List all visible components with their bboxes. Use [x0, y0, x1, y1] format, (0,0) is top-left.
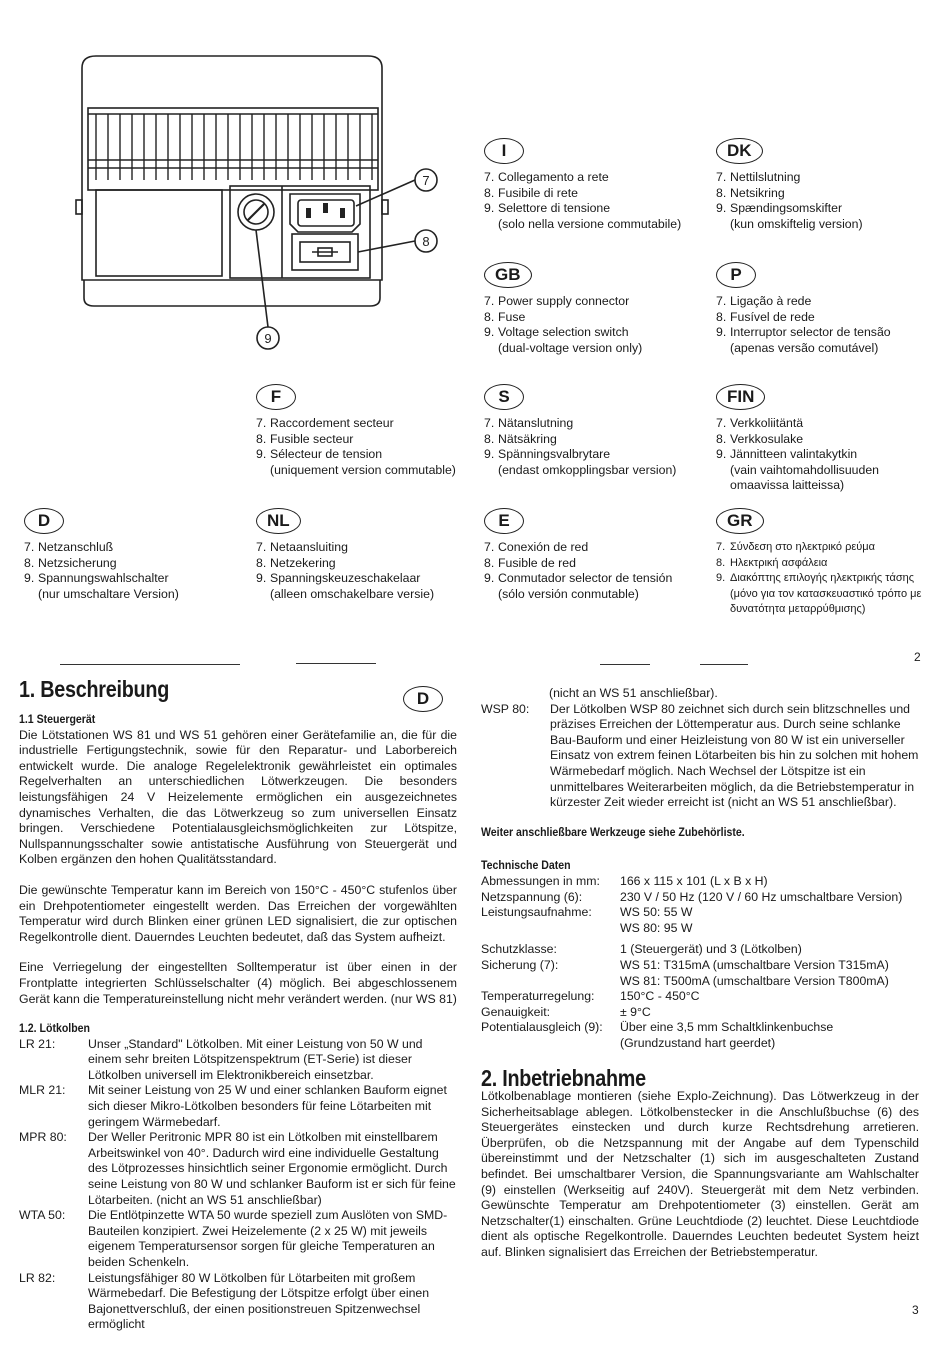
legend-item: Spannungswahlschalter [38, 571, 169, 586]
legend-greek: GR 7. Σύνδεση στο ηλεκτρικό ρεύμα 8. Ηλεκτρική ασφάλεια 9. Διακόπτης επιλογής ηλεκτρικής τάσης (μόνο για τον κατασκευαστικό τρόπο με δυνατότητα μεταρρύθμισης) [716, 508, 946, 618]
legend-note: (sólo versión conmutable) [498, 586, 639, 601]
device-rear-diagram [60, 40, 450, 360]
tool-description: Der Weller Peritronic MPR 80 ist ein Lötkolben mit einstellbarem Arbeitswinkel von 40°. Dadurch wird eine individuelle Gestaltung des Lötprozesses hinsichtlich seiner Ergonomie ermöglicht. Durch seine Leistung von 80 W und schlanker Bauform ist er sich für feine Lötarbeiten. (nicht an WS 51 anschließbar) [88, 1130, 456, 1207]
tech-value: 230 V / 50 Hz (120 V / 60 Hz umschaltbare Version) [620, 889, 903, 904]
legend-italian: I 7. Collegamento a rete 8. Fusibile di rete 9. Selettore di tensione (solo nella versione commutabile) [484, 138, 714, 232]
tech-row [481, 958, 919, 974]
tech-value: WS 51: T315mA (umschaltbare Version T315mA) [620, 957, 889, 972]
tech-row [481, 905, 919, 921]
legend-item: Nätanslutning [498, 416, 574, 430]
tool-description: Unser „Standard" Lötkolben. Mit einer Leistung von 50 W und einem sehr breiten Lötspitzenspektrum (ET-Serie) ist dieser Lötkolben universell im Elektronikbereich einsetzbar. [88, 1036, 423, 1082]
section-heading-inbetriebnahme: 2. Inbetriebnahme [481, 1065, 646, 1092]
lang-badge-e: E [484, 508, 524, 534]
callout-9: 9 [264, 331, 272, 346]
tool-name: WSP 80: [481, 701, 530, 716]
lang-badge-p: P [716, 262, 756, 288]
lang-badge-d: D [24, 508, 64, 534]
legend-item: Netzanschluß [38, 540, 114, 554]
accessories-note: Weiter anschließbare Werkzeuge siehe Zubehörliste. [481, 824, 745, 839]
legend-german: D 7. Netzanschluß 8. Netzsicherung 9. Spannungswahlschalter (nur umschaltare Version) [24, 508, 254, 602]
lang-badge-i: I [484, 138, 524, 164]
legend-item: Fusible secteur [270, 431, 354, 446]
right-column [481, 686, 919, 1261]
tool-entry [19, 1271, 457, 1333]
legend-item: Fusibile di rete [498, 185, 578, 200]
tech-key: Sicherung (7): [481, 957, 559, 972]
legend-item: Verkkosulake [730, 431, 804, 446]
legend-note: (nur umschaltare Version) [38, 586, 179, 601]
continued-text: (nicht an WS 51 anschließbar). [549, 686, 718, 700]
tech-row [481, 1020, 919, 1036]
tech-key: Schutzklasse: [481, 942, 557, 957]
tech-value: WS 80: 95 W [620, 920, 693, 935]
lang-badge-dk: DK [716, 138, 763, 164]
tech-value: 150°C - 450°C [620, 989, 700, 1004]
lang-badge-gr: GR [716, 508, 764, 534]
legend-item: Interruptor selector de tensão [730, 325, 891, 340]
paragraph: Die gewünschte Temperatur kann im Bereich von 150°C - 450°C stufenlos über ein Drehpotentiometer eingestellt werden. Das Erreichen der vorgewählten Temperatur wird durch Blinken einer grünen LED signalisiert, die zur optischen Regelkontrolle dient. Dauerndes Leuchten bedeutet, daß das System aufheizt. [19, 882, 457, 944]
legend-item: Ligação à rede [730, 294, 812, 308]
legend-note: (solo nella versione commutabile) [498, 216, 682, 231]
tech-key: Abmessungen in mm: [481, 873, 600, 888]
legend-note: (apenas versão comutável) [730, 340, 879, 355]
legend-item: Spanningskeuzeschakelaar [270, 571, 421, 586]
legend-note: (kun omskiftelig version) [730, 216, 863, 231]
tech-key: Leistungsaufnahme: [481, 905, 592, 920]
legend-danish: DK 7. Nettilslutning 8. Netsikring 9. Spændingsomskifter (kun omskiftelig version) [716, 138, 946, 232]
legend-finnish: FIN 7. Verkkoliitäntä 8. Verkkosulake 9. Jännitteen valintakytkin (vain vaihtomahdollisuuden omaavissa laitteissa) [716, 384, 946, 494]
tool-entry [19, 1130, 457, 1208]
legend-item: Netzsicherung [38, 555, 117, 570]
legend-item: Spændingsomskifter [730, 201, 843, 216]
tool-name: MLR 21: [19, 1083, 66, 1098]
legend-item: Power supply connector [498, 294, 630, 308]
tech-value: ± 9°C [620, 1004, 651, 1019]
legend-item: Verkkoliitäntä [730, 416, 804, 430]
lang-badge-nl: NL [256, 508, 301, 534]
tech-key: Netzspannung (6): [481, 889, 583, 904]
legend-note: (endast omkopplingsbar version) [498, 462, 677, 477]
legend-item: Raccordement secteur [270, 416, 394, 430]
legend-note: (uniquement version commutable) [270, 462, 456, 477]
legend-item: Conexión de red [498, 540, 589, 554]
callout-7: 7 [422, 173, 430, 188]
legend-note: δυνατότητα μεταρρύθμισης) [730, 603, 866, 616]
tech-key [481, 1036, 620, 1052]
legend-item: Selettore di tensione [498, 201, 611, 216]
legend-english: GB 7. Power supply connector 8. Fuse 9. Voltage selection switch (dual-voltage version only) [484, 262, 714, 356]
tech-row [481, 989, 919, 1005]
lang-badge-d-section: D [403, 686, 443, 712]
paragraph: Eine Verriegelung der eingestellten Solltemperatur ist über einen in der Frontplatte integrierten Schlüsselschalter (4) möglich. Bei abgeschlossenem Gerät kann die Temperatureinstellung nicht mehr verändert werden. (nur WS 81) [19, 960, 457, 1006]
separator-rule [700, 664, 748, 665]
tool-name: WTA 50: [19, 1208, 66, 1223]
legend-note: (μόνο για τον κατασκευαστικό τρόπο με [730, 587, 922, 600]
tech-key [481, 921, 620, 937]
tech-key [481, 974, 620, 990]
tool-entry [19, 1083, 457, 1130]
legend-item: Fusível de rede [730, 309, 815, 324]
legend-item: Spänningsvalbrytare [498, 447, 611, 462]
paragraph: Die Lötstationen WS 81 und WS 51 gehören einer Gerätefamilie an, die für die industrielle Fertigungstechnik, sowie für den Reparatur- und Laborbereich entwickelt wurde. Die analoge Regelelektronik gewährleistet ein optimales Regelverhalten an unterschiedlichen Lötwerkzeugen. Die besonders leistungsfähigen 24 V Heizelemente ermöglichen ein ausgezeichnetes dynamisches Verhalten, die das Lötwerkzeug so zum universellen Einsatz bringen. Verschiedene Potentialausgleichsmöglichkeiten zur Lötspitze, Nullspannungsschalter sowie antistatische Ausführung von Steuergerät und Kolben ergänzen den hohen Qualitätsstandard. [19, 727, 457, 867]
tech-value: WS 81: T500mA (umschaltbare Version T800mA) [620, 973, 889, 988]
tech-value: WS 50: 55 W [620, 905, 693, 920]
tech-value: 166 x 115 x 101 (L x B x H) [620, 873, 768, 888]
tech-row [481, 942, 919, 958]
separator-rule [600, 664, 650, 665]
separator-rule [296, 663, 376, 664]
lang-badge-s: S [484, 384, 524, 410]
tech-row [481, 874, 919, 890]
tech-key: Temperaturregelung: [481, 989, 595, 1004]
left-column [19, 676, 457, 1333]
legend-portuguese: P 7. Ligação à rede 8. Fusível de rede 9. Interruptor selector de tensão (apenas versão comutável) [716, 262, 946, 356]
lang-badge-gb: GB [484, 262, 532, 288]
lang-badge-f: F [256, 384, 296, 410]
legend-item: Ηλεκτρική ασφάλεια [730, 556, 828, 569]
legend-item: Fuse [498, 309, 526, 324]
legend-french: F 7. Raccordement secteur 8. Fusible secteur 9. Sélecteur de tension (uniquement version commutable) [256, 384, 486, 478]
tech-row [481, 921, 919, 937]
tool-description: Der Lötkolben WSP 80 zeichnet sich durch sein blitzschnelles und präzises Erreichen der Löttemperatur aus. Durch seine schlanke Bau-Bauform und einer Heizleistung von 80 W ist ein universeller Einsatz von extrem feinen Lötarbeiten bis hin zu solchen mit hohem Wärmebedarf möglich. Nach Wechsel der Lötspitze ist ein unmittelbares Weiterarbeiten möglich, da die Betriebstemperatur in kürzester Zeit wieder erreicht ist (nicht an WS 51 anschließbar). [550, 701, 919, 810]
tech-key: Potentialausgleich (9): [481, 1020, 603, 1035]
subheading-loetkolben: 1.2. Lötkolben [19, 1021, 91, 1036]
tool-name: MPR 80: [19, 1130, 67, 1145]
legend-item: Voltage selection switch [498, 325, 629, 340]
subheading-steuergeraet: 1.1 Steuergerät [19, 712, 96, 726]
tech-row [481, 1036, 919, 1052]
tech-data-table [481, 874, 919, 1052]
legend-dutch: NL 7. Netaansluiting 8. Netzekering 9. Spanningskeuzeschakelaar (alleen omschakelbare versie) [256, 508, 486, 602]
legend-item: Nettilslutning [730, 170, 801, 184]
tool-entry [481, 702, 919, 811]
section-heading-beschreibung: 1. Beschreibung [19, 676, 170, 702]
legend-item: Διακόπτης επιλογής ηλεκτρικής τάσης [730, 572, 915, 585]
tool-entry [19, 1037, 457, 1084]
paragraph: Lötkolbenablage montieren (siehe Explo-Zeichnung). Das Lötwerkzeug in der Sicherheitsablage ablegen. Lötkolbenstecker in die Anschlußbuchse (6) des Steuergerätes einstecken und durch kurze Rechtsdrehung arretieren. Überprüfen, ob die Netzspannung mit der Angabe auf dem Typenschild übereinstimmt und der Netzschalter (1) sich im ausgeschalteten Zustand befindet. Bei umschaltbarer Version, die Spannungsvariante am Wahlschalter (9) einstellen (Werkseitig auf 240V). Steuergerät mit dem Netz verbinden. Gewünschte Temperatur am Drehpotentiometer (3) einstellen. Gerät am Netzschalter(1) einschalten. Grüne Leuchtdiode (2) leuchtet. Diese Leuchtdiode dient als optische Regelkontrolle. Dauerndes Leuchten bedeutet System heizt auf. Blinken signalisiert das Erreichen der Betriebstemperatur. [481, 1089, 919, 1259]
legend-item: Netaansluiting [270, 540, 348, 554]
legend-note: (alleen omschakelbare versie) [270, 586, 435, 601]
tool-name: LR 82: [19, 1270, 56, 1285]
legend-item: Sélecteur de tension [270, 447, 383, 462]
tech-row [481, 1005, 919, 1021]
legend-note: (vain vaihtomahdollisuuden [730, 462, 880, 477]
legend-item: Nätsäkring [498, 431, 557, 446]
legend-item: Collegamento a rete [498, 170, 609, 184]
legend-swedish: S 7. Nätanslutning 8. Nätsäkring 9. Spänningsvalbrytare (endast omkopplingsbar version) [484, 384, 714, 478]
tech-value: Über eine 3,5 mm Schaltklinkenbuchse [620, 1020, 834, 1035]
callout-8: 8 [422, 234, 430, 249]
legend-note: omaavissa laitteissa) [730, 478, 845, 493]
legend-spanish: E 7. Conexión de red 8. Fusible de red 9. Conmutador selector de tensión (sólo versión conmutable) [484, 508, 714, 602]
tech-key: Genauigkeit: [481, 1004, 551, 1019]
tool-description: Leistungsfähiger 80 W Lötkolben für Lötarbeiten mit großem Wärmebedarf. Die Befestigung der Lötspitze erfolgt über einen Bajonettverschluß, der einen positionstreuen Spitzenwechsel ermöglicht [88, 1270, 430, 1332]
tech-value: 1 (Steuergerät) und 3 (Lötkolben) [620, 942, 802, 957]
tech-row [481, 974, 919, 990]
separator-rule [60, 664, 240, 665]
legend-item: Netzekering [270, 555, 336, 570]
tool-entry [19, 1208, 457, 1270]
legend-note: (dual-voltage version only) [498, 340, 643, 355]
tech-value: (Grundzustand hart geerdet) [620, 1035, 776, 1050]
page-number-bottom: 3 [912, 1303, 919, 1317]
legend-item: Fusible de red [498, 555, 576, 570]
tech-row [481, 890, 919, 906]
legend-item: Conmutador selector de tensión [498, 571, 673, 586]
tool-description: Die Entlötpinzette WTA 50 wurde speziell zum Auslöten von SMD-Bauteilen konzipiert. Zwei Heizelemente (2 x 25 W) mit jeweils eigenem Temperatursensor sorgen für gleiche Temperaturen an beiden Schenkeln. [88, 1208, 448, 1269]
tool-name: LR 21: [19, 1036, 56, 1051]
lang-badge-fin: FIN [716, 384, 765, 410]
tool-description: Mit seiner Leistung von 25 W und einer schlanken Bauform eignet sich dieser Mikro-Lötkolben besonders für feine Lötarbeiten mit geringem Wärmebedarf. [88, 1083, 447, 1129]
page-number-top: 2 [914, 650, 921, 664]
legend-item: Jännitteen valintakytkin [730, 447, 858, 462]
tech-data-title: Technische Daten [481, 858, 571, 873]
legend-item: Netsikring [730, 185, 785, 200]
legend-item: Σύνδεση στο ηλεκτρικό ρεύμα [730, 541, 875, 553]
